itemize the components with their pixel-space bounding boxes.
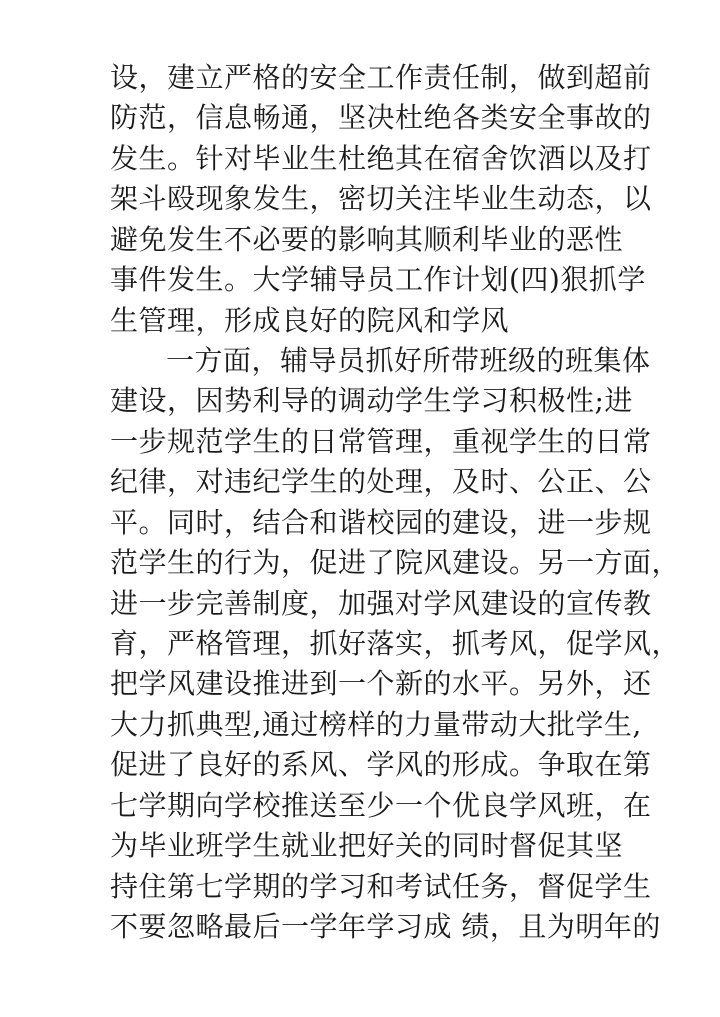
text-line: 防范，信息畅通，坚决杜绝各类安全事故的 — [110, 101, 652, 135]
text-line: 不要忽略最后一学年学习成 绩，且为明年的 — [110, 910, 661, 943]
text-line: 避免发生不必要的影响其顺利毕业的恶性 — [110, 222, 624, 256]
text-line: 七学期向学校推送至少一个优良学风班，在 — [110, 788, 652, 822]
text-line: 一步规范学生的日常管理，重视学生的日常 — [110, 424, 652, 458]
text-line: 持住第七学期的学习和考试任务，督促学生 — [110, 869, 652, 903]
text-line: 进一步完善制度，加强对学风建设的宣传教 — [110, 586, 652, 620]
text-line: 大力抓典型,通过榜样的力量带动大批学生, — [110, 707, 642, 741]
text-line: 促进了良好的系风、学风的形成。争取在第 — [110, 748, 652, 782]
text-line: 设，建立严格的安全工作责任制，做到超前 — [110, 61, 652, 94]
text-line: 建设，因势利导的调动学生学习积极性;进 — [110, 384, 633, 418]
text-line: 把学风建设推进到一个新的水平。另外，还 — [110, 667, 652, 701]
text-line: 架斗殴现象发生，密切关注毕业生动态，以 — [110, 182, 652, 216]
text-line: 育，严格管理，抓好落实，抓考风，促学风， — [110, 627, 681, 660]
text-line: 范学生的行为，促进了院风建设。另一方面， — [110, 546, 681, 580]
text-line: 事件发生。大学辅导员工作计划(四)狠抓学 — [110, 263, 646, 297]
text-line: 发生。针对毕业生杜绝其在宿舍饮酒以及打 — [110, 141, 652, 175]
paragraph-first-line: 一方面，辅导员抓好所带班级的班集体 — [166, 344, 651, 377]
text-line: 生管理，形成良好的院风和学风 — [110, 303, 510, 337]
text-line: 为毕业班学生就业把好关的同时督促其坚 — [110, 829, 624, 863]
text-line: 纪律，对违纪学生的处理，及时、公正、公 — [110, 465, 652, 499]
text-line: 平。同时，结合和谐校园的建设，进一步规 — [110, 505, 652, 539]
